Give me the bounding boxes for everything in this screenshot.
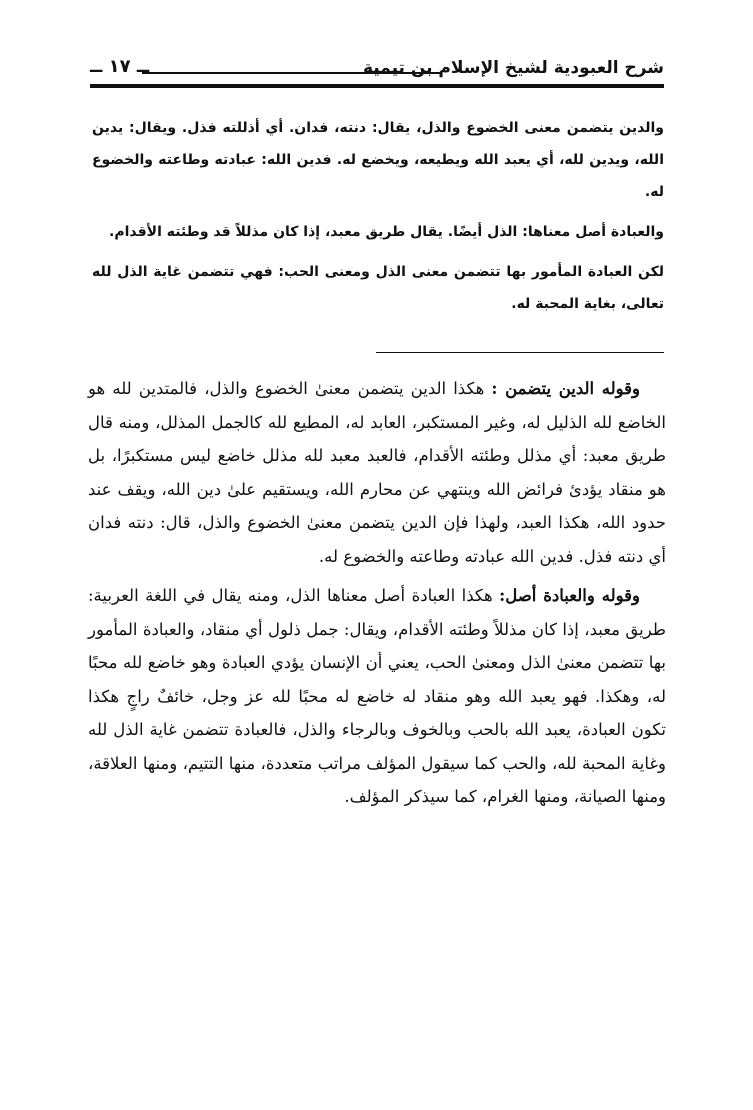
header-dash-line xyxy=(142,72,442,74)
matn-text xyxy=(92,112,664,328)
commentary-body: هكذا العبادة أصل معناها الذل، ومنه يقال في اللغة العربية: طريق معبد، إذا كان مذللاً وطئته الأقدام، ويقال: جمل ذلول أي منقاد، والعبادة المأمور بها تتضمن معنىٰ الذل ومعنىٰ الحب، يعني أن الإنسان يؤدي العبادة وهو خاضع لله محبًا له، وهكذا. فهو يعبد الله وهو منقاد له خاضع له محبًا لله عز وجل، خائفٌ راجٍ هكذا تكون العبادة، يعبد الله بالحب وبالخوف وبالرجاء والذل، فالعبادة تتضمن غاية الذل لله وغاية المحبة لله، والحب كما سيقول المؤلف مراتب متعددة، منها التتيم، ومنها العلاقة، ومنها الصيانة، ومنها الغرام، كما سيذكر المؤلف. xyxy=(88,586,666,806)
matn-paragraph: والدين يتضمن معنى الخضوع والذل، يقال: دنته، فدان. أي أذللته فذل. ويقال: يدين الله، ويدين لله، أي يعبد الله ويطيعه، ويخضع له. فدين الله: عبادته وطاعته والخضوع له. xyxy=(92,120,664,200)
book-title: شرح العبودية لشيخ الإسلام بن تيمية xyxy=(362,58,664,78)
commentary-paragraph xyxy=(88,579,666,814)
section-divider xyxy=(376,352,664,353)
commentary-text xyxy=(88,372,666,814)
page-number: ــ ١٧ ــ xyxy=(90,56,150,77)
page-header xyxy=(90,58,664,94)
commentary-lead: وقوله والعبادة أصل: xyxy=(499,586,641,605)
commentary-lead: وقوله الدين يتضمن : xyxy=(491,379,640,398)
header-rule xyxy=(90,84,664,88)
commentary-paragraph xyxy=(88,372,666,573)
commentary-body: هكذا الدين يتضمن معنىٰ الخضوع والذل، فالمتدين لله هو الخاضع لله الذليل له، وغير المستكبر، العابد له، المطيع لله كالجمل المذلل، ومنه قال طريق معبد: أي مذلل وطئته الأقدام، فالعبد معبد لله مذلل خاضع ليس مستكبرًا، بل هو منقاد يؤدئ فرائض الله وينتهي عن محارم الله، ويستقيم علىٰ دين الله، ويقف عند حدود الله، هكذا العبد، ولهذا فإن الدين يتضمن معنىٰ الخضوع والذل، قال: دنته فدان أي دنته فذل. فدين الله عبادته وطاعته والخضوع له. xyxy=(88,379,666,566)
matn-paragraph: لكن العبادة المأمور بها تتضمن معنى الذل ومعنى الحب: فهي تتضمن غاية الذل لله تعالى، بغاية المحبة له. xyxy=(92,264,664,312)
matn-paragraph: والعبادة أصل معناها: الذل أيضًا. يقال طريق معبد، إذا كان مذللاً قد وطئته الأقدام. xyxy=(109,224,664,240)
